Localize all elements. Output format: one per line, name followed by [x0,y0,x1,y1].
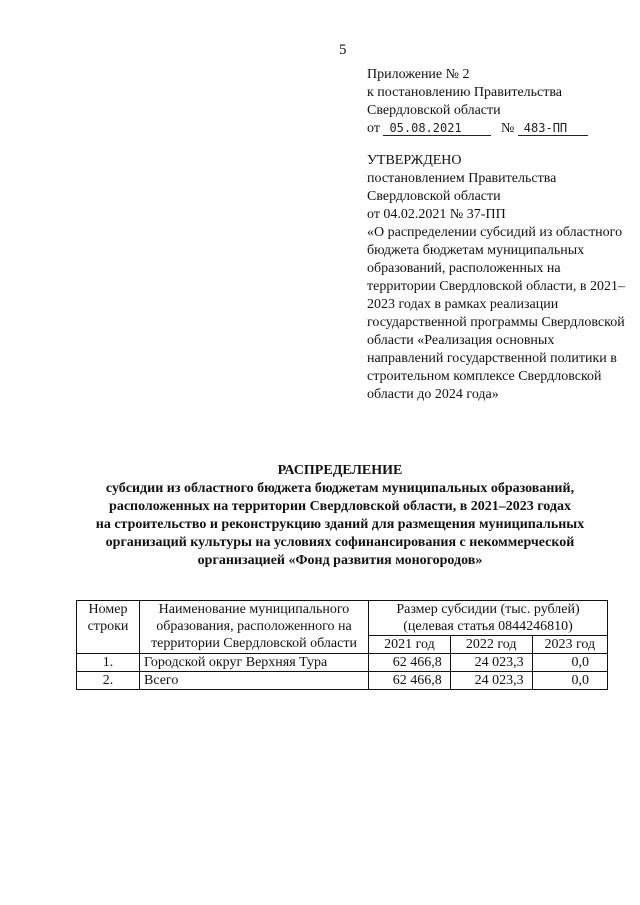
document-title [60,462,620,570]
title-heading: РАСПРЕДЕЛЕНИЕ [277,463,403,478]
table-row [77,672,608,690]
row-municipality: Всего [140,672,369,690]
title-line-2: расположенных на территории Свердловской области, в 2021–2023 годах [109,499,571,514]
date-value: 05.08.2021 [383,121,491,136]
title-line-1: субсидии из областного бюджета бюджетам муниципальных образований, [105,481,575,496]
number-value: 483-ПП [518,121,588,136]
row-value-2022: 24 023,3 [450,672,532,690]
title-line-4: организаций культуры на условиях софинансирования с некоммерческой [105,535,575,550]
approved-description: «О распределении субсидий из областного бюджета бюджетам муниципальных образований, расположенных на территории Свердловской области, в 2021–2023 годах в рамках реализации государственной программы Свердловской области «Реализация основных направлений государственной политики в строительном комплексе Свердловской области до 2024 года» [367,225,625,402]
approved-heading: УТВЕРЖДЕНО [367,153,462,168]
number-label: № [500,121,515,136]
approved-block [367,152,627,404]
row-value-2021: 62 466,8 [369,672,451,690]
appendix-date-line [367,120,588,138]
header-year-2022: 2022 год [450,636,532,654]
title-line-3: на строительство и реконструкцию зданий для размещения муниципальных [95,517,585,532]
header-subsidy: Размер субсидии (тыс. рублей) (целевая статья 0844246810) [369,601,608,636]
header-municipality: Наименование муниципального образования, расположенного на территории Свердловской области [140,601,369,654]
row-value-2021: 62 466,8 [369,654,451,672]
table-row [77,654,608,672]
date-label: от [367,121,380,136]
header-row-number: Номер строки [77,601,140,654]
approved-line-2: Свердловской области [367,189,501,204]
approved-line-3: от 04.02.2021 № 37-ПП [367,207,506,222]
row-number: 1. [77,654,140,672]
row-value-2023: 0,0 [532,654,607,672]
header-year-2023: 2023 год [532,636,607,654]
row-value-2022: 24 023,3 [450,654,532,672]
appendix-block [367,66,588,138]
appendix-line-3: Свердловской области [367,103,501,118]
appendix-line-2: к постановлению Правительства [367,85,563,100]
row-municipality: Городской округ Верхняя Тура [140,654,369,672]
title-line-5: организацией «Фонд развития моногородов» [197,553,483,568]
approved-line-1: постановлением Правительства [367,171,557,186]
row-number: 2. [77,672,140,690]
header-year-2021: 2021 год [369,636,451,654]
page-number: 5 [339,42,347,58]
subsidy-table [76,600,608,690]
row-value-2023: 0,0 [532,672,607,690]
appendix-title: Приложение № 2 [367,67,470,82]
